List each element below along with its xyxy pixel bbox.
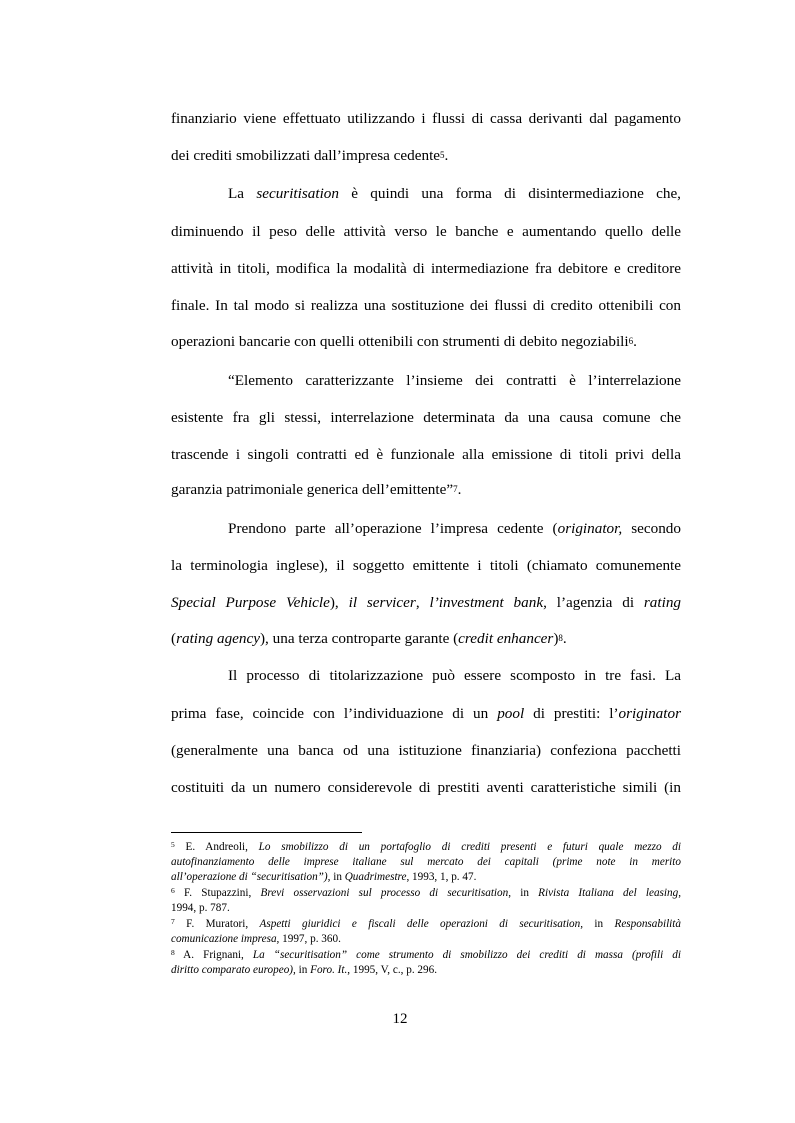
body-line: garanzia patrimoniale generica dell’emittente”$^7$.: [171, 481, 462, 498]
footnote-ref-7: 7: [453, 484, 458, 494]
body-line: (rating agency), una terza controparte garante (credit enhancer)$^8$.: [171, 630, 567, 647]
footnote-5: $^5$ E. Andreoli, Lo smobilizzo di un portafoglio di crediti presenti e futuri quale mezzo di: [171, 840, 682, 853]
footnote-ref-8: 8: [558, 633, 563, 643]
body-line: diminuendo il peso delle attività verso le banche e aumentando quello delle: [171, 223, 681, 240]
body-line: trascende i singoli contratti ed è funzionale alla emissione di titoli privi della: [171, 446, 681, 463]
footnote-separator: [171, 832, 362, 833]
footnote-line: diritto comparato europeo), in Foro. It., 1995, V, c., p. 296.: [171, 964, 438, 976]
page-number: 12: [392, 1011, 408, 1027]
footnote-7: $^7$ F. Muratori, Aspetti giuridici e fiscali delle operazioni di securitisation, in Responsabilità: [171, 917, 681, 930]
body-line: finanziario viene effettuato utilizzando i flussi di cassa derivanti dal pagamento: [171, 110, 681, 127]
footnote-line: 1994, p. 787.: [171, 902, 230, 914]
body-line: finale. In tal modo si realizza una sostituzione dei flussi di credito ottenibili con: [171, 297, 681, 314]
body-line: costituiti da un numero considerevole di prestiti aventi caratteristiche simili (in: [171, 779, 681, 796]
footnote-line: comunicazione impresa, 1997, p. 360.: [171, 933, 341, 945]
footnote-8: $^8$ A. Frignani, La “securitisation” come strumento di smobilizzo dei crediti di massa (profili di: [171, 948, 682, 961]
footnote-line: all’operazione di “securitisation”), in Quadrimestre, 1993, 1, p. 47.: [171, 871, 477, 883]
body-line: dei crediti smobilizzati dall’impresa cedente$^5$.: [171, 147, 449, 164]
footnote-ref-5: 5: [440, 150, 445, 160]
body-line: La securitisation è quindi una forma di disintermediazione che,: [228, 185, 681, 202]
footnote-line: autofinanziamento delle imprese italiane sul mercato dei capitali (prime note in merito: [171, 856, 681, 868]
body-line: la terminologia inglese), il soggetto emittente i titoli (chiamato comunemente: [171, 557, 681, 574]
body-line: Prendono parte all’operazione l’impresa cedente (originator, secondo: [228, 520, 681, 537]
body-line: prima fase, coincide con l’individuazione di un pool di prestiti: l’originator: [171, 705, 681, 722]
body-line: “Elemento caratterizzante l’insieme dei contratti è l’interrelazione: [228, 372, 681, 389]
footnote-ref-6: 6: [628, 336, 634, 346]
body-line: Il processo di titolarizzazione può essere scomposto in tre fasi. La: [228, 667, 681, 684]
body-line: esistente fra gli stessi, interrelazione determinata da una causa comune che: [171, 409, 681, 426]
body-line: Special Purpose Vehicle), il servicer, l’investment bank, l’agenzia di rating: [171, 594, 682, 611]
footnote-6: $^6$ F. Stupazzini, Brevi osservazioni sul processo di securitisation, in Rivista Italiana del leasing,: [171, 886, 681, 899]
body-line: attività in titoli, modifica la modalità di intermediazione fra debitore e creditore: [171, 260, 681, 277]
body-line: (generalmente una banca od una istituzione finanziaria) confeziona pacchetti: [171, 742, 681, 759]
body-line: operazioni bancarie con quelli ottenibili con strumenti di debito negoziabili$^6$.: [171, 333, 637, 350]
